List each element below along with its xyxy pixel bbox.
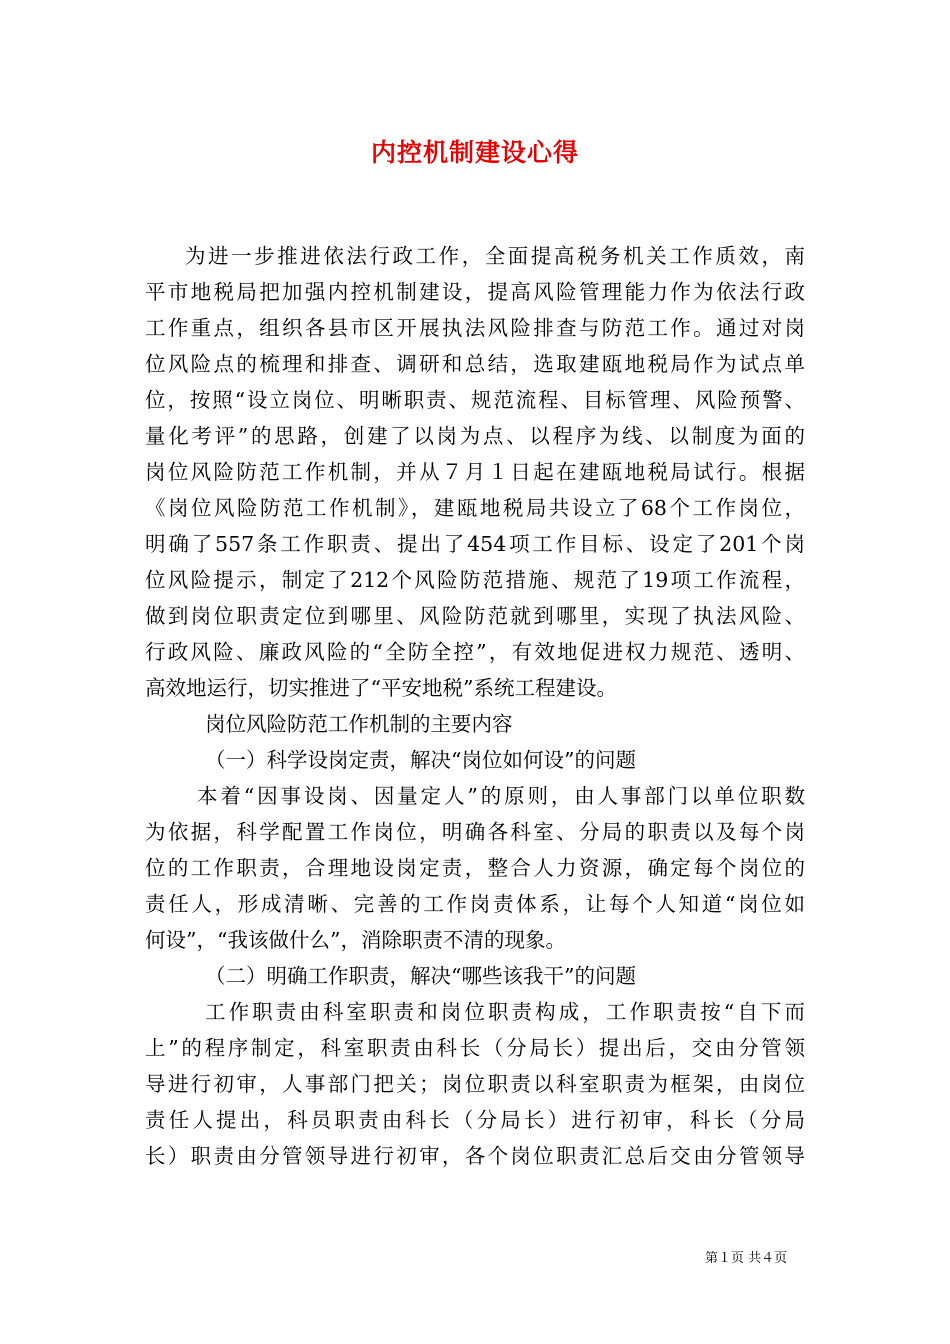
para3-line: 工作职责由科室职责和岗位职责构成，工作职责按“自下而 xyxy=(205,1000,805,1024)
para1-line: 《岗位风险防范工作机制》，建瓯地税局共设立了68个工作岗位， xyxy=(145,496,805,520)
document-title: 内控机制建设心得 xyxy=(370,138,579,167)
para2-line: 何设”，“我该做什么”，消除职责不清的现象。 xyxy=(145,928,566,952)
para1-line: 位，按照“设立岗位、明晰职责、规范流程、目标管理、风险预警、 xyxy=(145,388,805,412)
para1-line: 平市地税局把加强内控机制建设，提高风险管理能力作为依法行政 xyxy=(145,280,805,304)
page-number: 第１页 共４页 xyxy=(705,1251,788,1266)
para1-line: 明确了557条工作职责、提出了454项工作目标、设定了201个岗 xyxy=(145,532,805,556)
section-heading-2: （二）明确工作职责，解决“哪些该我干”的问题 xyxy=(205,964,636,988)
para3-line: 责任人提出，科员职责由科长（分局长）进行初审，科长（分局 xyxy=(145,1108,805,1132)
para1-line: 位风险点的梳理和排查、调研和总结，选取建瓯地税局作为试点单 xyxy=(145,352,805,376)
section-heading-main: 岗位风险防范工作机制的主要内容 xyxy=(205,712,513,736)
para1-line: 位风险提示，制定了212个风险防范措施、规范了19项工作流程， xyxy=(145,568,805,592)
para2-line: 本着“因事设岗、因量定人”的原则，由人事部门以单位职数 xyxy=(197,784,805,808)
para1-line: 高效地运行，切实推进了“平安地税”系统工程建设。 xyxy=(145,676,617,700)
para2-line: 责任人，形成清晰、完善的工作岗责体系，让每个人知道“岗位如 xyxy=(145,892,805,916)
para2-line: 为依据，科学配置工作岗位，明确各科室、分局的职责以及每个岗 xyxy=(145,820,805,844)
para1-line: 做到岗位职责定位到哪里、风险防范就到哪里，实现了执法风险、 xyxy=(145,604,805,628)
para2-line: 位的工作职责，合理地设岗定责，整合人力资源，确定每个岗位的 xyxy=(145,856,805,880)
para1-line: 为进一步推进依法行政工作，全面提高税务机关工作质效，南 xyxy=(185,244,805,268)
para1-line: 工作重点，组织各县市区开展执法风险排查与防范工作。通过对岗 xyxy=(145,316,805,340)
para3-line: 上”的程序制定，科室职责由科长（分局长）提出后，交由分管领 xyxy=(145,1036,805,1060)
para3-line: 导进行初审，人事部门把关；岗位职责以科室职责为框架，由岗位 xyxy=(145,1072,805,1096)
para3-line: 长）职责由分管领导进行初审，各个岗位职责汇总后交由分管领导 xyxy=(145,1144,805,1168)
para1-line: 岗位风险防范工作机制，并从７月１日起在建瓯地税局试行。根据 xyxy=(145,460,805,484)
section-heading-1: （一）科学设岗定责，解决“岗位如何设”的问题 xyxy=(205,748,636,772)
para1-line: 量化考评”的思路，创建了以岗为点、以程序为线、以制度为面的 xyxy=(145,424,805,448)
document-body xyxy=(145,238,805,1174)
para1-line: 行政风险、廉政风险的“全防全控”，有效地促进权力规范、透明、 xyxy=(145,640,805,664)
